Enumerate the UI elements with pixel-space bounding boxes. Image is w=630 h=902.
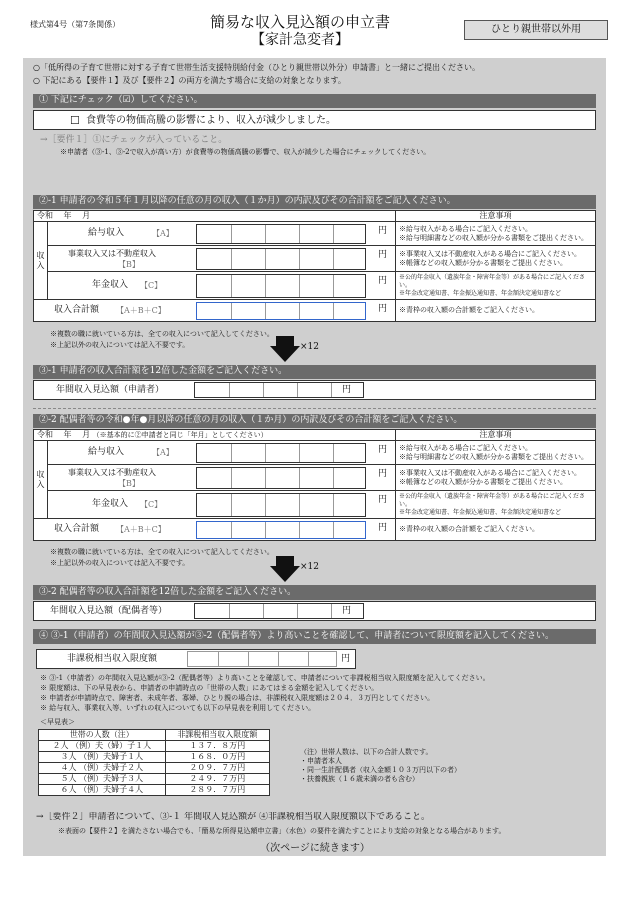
down-arrow-icon bbox=[270, 346, 300, 362]
spouse-total-row[interactable]: 収入合計額 【A＋B＋C】 円 bbox=[34, 519, 396, 541]
section-4-note-3: ※ 申請者が申請時点で、障害者、未成年者、寡婦、ひとり親の場合は、非課税収入限度額は２０４．３万円としてください。 bbox=[40, 694, 435, 702]
section-4-note-1: ※ ③-1（申請者）の年間収入見込額が③-2（配偶者等）より高いことを確認して、申請者について非課税相当収入限度額を記入してください。 bbox=[40, 674, 490, 682]
table-row: ３人 （例）夫婦子１人 １６８．０万円 bbox=[39, 752, 270, 763]
section-2-1-foot-1: ※複数の職に就いている方は、全ての収入について記入してください。 bbox=[50, 330, 274, 338]
section-2-2-band: ②-2 配偶者等の令和●年●月以降の任意の月の収入（１か月）の内訳及びその合計額をご記入ください。 bbox=[33, 414, 596, 428]
business-income-row[interactable]: 事業収入又は不動産収入 【B】 円 bbox=[48, 246, 396, 272]
times-12-label: ×12 bbox=[300, 342, 319, 352]
section-2-1-foot-2: ※上記以外の収入については記入不要です。 bbox=[50, 341, 190, 349]
spouse-business-row[interactable]: 事業収入又は不動産収入 【B】 円 bbox=[48, 465, 396, 491]
quick-reference-table: 世帯の人数（注） 非課税相当収入限度額 ２人 （例）夫（婦）子１人 １３７．８万円 ３人 （例）夫婦子１人 １６８．０万円 ４人 （例）夫婦子２人 ２０９．７万円 ５人 （例）夫婦子３人 ２４９．７万円 ６人 （例）夫婦子４人 ２８９．７万円 bbox=[38, 729, 270, 796]
household-type-badge: ひとり親世帯以外用 bbox=[464, 20, 608, 40]
requirement-2: →［要件２］申請者について、③-１ 年間収入見込額が ④非課税相当収入限度額以下であること。 bbox=[36, 812, 430, 822]
annual-income-applicant-row[interactable]: 年間収入見込額（申請者） 円 bbox=[33, 380, 596, 400]
down-arrow-icon bbox=[276, 336, 294, 346]
section-2-1-table: 令和 年 月 注意事項 収入 給与収入 【A】 円 ※給与収入がある場合にご記入ください。 ※給与明細書などの収入額が分かる書類をご提出ください。 事業収入又は不動産収入 【B】 円 ※事業収入又は不動産収入がある場合にご記入ください。 ※帳簿などの収入額が分かる書類をご提出ください。 年金収入 【C】 円 ※公的年金収入（遺族年金・障害年金等）がある場合にご記入ください。 ※年金改定通知書、年金振込通知書、年金額決定通知書など 収入合計額 【A＋B＋C】 円 ※青枠の収入額の合計額をご記入ください。 bbox=[33, 210, 596, 322]
table-row: ４人 （例）夫婦子２人 ２０９．７万円 bbox=[39, 763, 270, 774]
down-arrow-icon bbox=[270, 566, 300, 582]
checkbox-label: 食費等の物価高騰の影響により、収入が減少しました。 bbox=[86, 115, 336, 126]
page-title: 簡易な収入見込額の申立書 bbox=[209, 13, 390, 31]
section-4-note-4: ※ 給与収入、事業収入等、いずれの収入についても以下の早見表を利用してください。 bbox=[40, 704, 316, 712]
date-cell[interactable]: 令和 年 月 bbox=[34, 211, 396, 222]
household-count-note: （注）世帯人数は、以下の合計人数です。 ・申請者本人 ・同一生計配偶者（収入金額１０３万円以下の者） ・扶養親族（１６歳未満の者も含む） bbox=[300, 748, 461, 783]
tax-exempt-limit-row[interactable]: 非課税相当収入限度額 円 bbox=[36, 649, 356, 669]
section-1-band: ① 下記にチェック（☑）してください。 bbox=[33, 94, 596, 108]
income-side-label: 収入 bbox=[34, 222, 48, 300]
page-subtitle: 【家計急変者】 bbox=[251, 32, 349, 48]
section-1-note: ※申請者（③-1、③-2で収入が高い方）が食費等の物価高騰の影響で、収入が減少した場合にチェックしてください。 bbox=[60, 148, 431, 156]
table-row: ５人 （例）夫婦子３人 ２４９．７万円 bbox=[39, 774, 270, 785]
requirement-1: →［要件１］①にチェックが入っていること。 bbox=[40, 135, 228, 145]
salary-row[interactable]: 給与収入 【A】 円 bbox=[48, 222, 396, 246]
annual-income-spouse-row[interactable]: 年間収入見込額（配偶者等） 円 bbox=[33, 601, 596, 621]
table-row: ２人 （例）夫（婦）子１人 １３７．８万円 bbox=[39, 741, 270, 752]
section-3-1-band: ③-1 申請者の収入合計額を12倍した金額をご記入ください。 bbox=[33, 365, 596, 379]
spouse-pension-row[interactable]: 年金収入 【C】 円 bbox=[48, 491, 396, 519]
section-3-2-band: ③-2 配偶者等の収入合計額を12倍した金額をご記入ください。 bbox=[33, 585, 596, 600]
quick-table-title: ＜早見表＞ bbox=[40, 718, 75, 726]
requirement-2-note: ※表面の【要件２】を満たさない場合でも、「簡易な所得見込額申立書」（水色）の要件を満たすことにより支給の対象となる場合があります。 bbox=[58, 827, 506, 835]
table-row: ６人 （例）夫婦子４人 ２８９．７万円 bbox=[39, 785, 270, 796]
continue-label: （次ページに続きます） bbox=[260, 843, 370, 854]
income-total-row[interactable]: 収入合計額 【A＋B＋C】 円 bbox=[34, 300, 396, 322]
checkbox-icon[interactable]: ☐ bbox=[70, 114, 80, 127]
section-2-2-table: 令和 年 月 （※基本的に②申請者と同じ「年月」としてください） 注意事項 収入 給与収入 【A】 円 ※給与収入がある場合にご記入ください。 ※給与明細書などの収入額が分かる書類をご提出ください。 事業収入又は不動産収入 【B】 円 ※事業収入又は不動産収入がある場合にご記入ください。 ※帳簿などの収入額が分かる書類をご提出ください。 年金収入 【C】 円 ※公的年金収入（遺族年金・障害年金等）がある場合にご記入ください。 ※年金改定通知書、年金振込通知書、年金額決定通知書など 収入合計額 【A＋B＋C】 円 ※青枠の収入額の合計額をご記入ください。 bbox=[33, 429, 596, 541]
spouse-salary-row[interactable]: 給与収入 【A】 円 bbox=[48, 441, 396, 465]
divider bbox=[33, 408, 596, 409]
notes-header: 注意事項 bbox=[396, 211, 596, 222]
intro-line-1: ○「低所得の子育て世帯に対する子育て世帯生活支援特別給付金（ひとり親世帯以外分）申請書」と一緒にご提出ください。 bbox=[33, 63, 480, 72]
section-4-note-2: ※ 限度額は、下の早見表から、申請者の申請時点の「世帯の人数」にあてはまる金額を記入してください。 bbox=[40, 684, 379, 692]
intro-line-2: ○ 下記にある【要件１】及び【要件２】の両方を満たす場合に支給の対象となります。 bbox=[33, 76, 346, 85]
pension-row[interactable]: 年金収入 【C】 円 bbox=[48, 272, 396, 300]
section-1-check-box[interactable] bbox=[33, 110, 596, 130]
section-4-band: ④ ③-1（申請者）の年間収入見込額が③-2（配偶者等）より高いことを確認して、申請者について限度額を記入してください。 bbox=[33, 629, 596, 644]
section-2-1-band: ②-1 申請者の令和５年１月以降の任意の月の収入（１か月）の内訳及びその合計額をご記入ください。 bbox=[33, 195, 596, 209]
form-number: 様式第4号（第7条関係） bbox=[30, 20, 121, 29]
down-arrow-icon bbox=[276, 556, 294, 566]
date-cell-spouse[interactable]: 令和 年 月 （※基本的に②申請者と同じ「年月」としてください） bbox=[34, 430, 396, 441]
